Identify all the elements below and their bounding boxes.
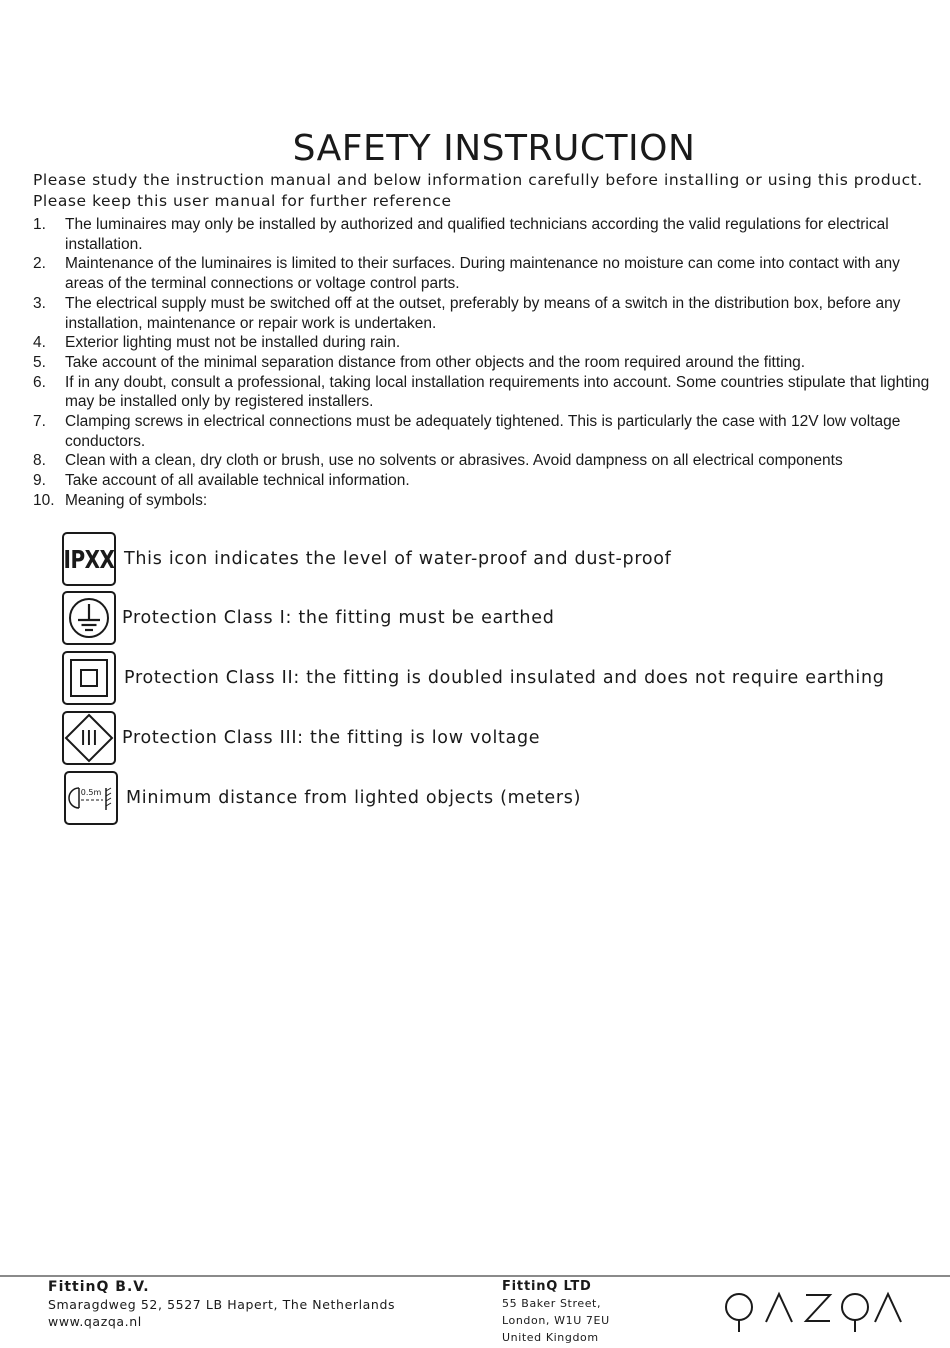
symbol-label: This icon indicates the level of water-proof and dust-proof xyxy=(124,549,672,569)
earth-protection-class-1-icon xyxy=(62,591,116,645)
footer-company-name: FittinQ B.V. xyxy=(48,1279,150,1295)
symbol-row-class-3 xyxy=(62,710,540,766)
qazqa-logo xyxy=(722,1290,904,1339)
intro-text: Please study the instruction manual and below information carefully before installing or using this product. xyxy=(33,171,923,189)
list-item-text: Exterior lighting must not be installed during rain. xyxy=(65,334,401,352)
low-voltage-class-3-icon xyxy=(62,711,116,765)
list-item-text: If in any doubt, consult a professional, taking local installation requirements into account. Some countries stipulate that lighting may be installed only by registered installers. xyxy=(65,373,930,411)
symbol-label: Minimum distance from lighted objects (meters) xyxy=(126,788,582,808)
footer-company-address: Smaragdweg 52, 5527 LB Hapert, The Netherlands xyxy=(48,1297,396,1312)
list-item xyxy=(0,353,930,373)
list-item-text: The luminaires may only be installed by authorized and qualified technicians according the valid regulations for electrical installation. xyxy=(65,216,889,253)
intro-text: Please keep this user manual for further reference xyxy=(33,192,452,210)
list-item-text: The electrical supply must be switched off at the outset, preferably by means of a switch in the distribution box, before any installation, maintenance or repair work is undertaken. xyxy=(65,294,901,332)
footer-company-name: FittinQ LTD xyxy=(502,1279,592,1294)
list-item xyxy=(0,373,930,412)
list-number: 7. xyxy=(33,413,46,431)
symbol-row-class-1 xyxy=(62,590,555,646)
footer-website-link[interactable]: www.qazqa.nl xyxy=(48,1314,142,1329)
symbol-label: Protection Class III: the fitting is low voltage xyxy=(122,728,541,748)
list-item xyxy=(0,471,930,491)
list-item-text: Meaning of symbols: xyxy=(65,491,208,509)
list-item xyxy=(0,254,930,293)
list-number: 5. xyxy=(33,353,46,371)
list-item xyxy=(0,294,930,333)
footer-address-line: United Kingdom xyxy=(502,1331,599,1344)
footer-address-line: London, W1U 7EU xyxy=(502,1314,610,1327)
list-number: 9. xyxy=(33,472,46,490)
list-number: 2. xyxy=(33,255,46,273)
list-number: 3. xyxy=(33,294,46,312)
list-number: 8. xyxy=(33,452,46,470)
list-item-text: Take account of the minimal separation distance from other objects and the room required around the fitting. xyxy=(65,353,806,371)
list-number: 4. xyxy=(33,334,46,352)
ipxx-icon xyxy=(62,532,116,586)
list-item xyxy=(0,451,930,471)
page-title: SAFETY INSTRUCTION xyxy=(292,128,696,169)
symbol-label: Protection Class II: the fitting is doubled insulated and does not require earthing xyxy=(124,668,885,688)
min-distance-icon-text: 0.5m xyxy=(80,788,102,797)
list-item-text: Clamping screws in electrical connections must be adequately tightened. This is particularly the case with 12V low voltage conductors. xyxy=(65,413,901,450)
safety-rules-list xyxy=(0,215,930,511)
list-number: 6. xyxy=(33,373,46,391)
list-item-text: Clean with a clean, dry cloth or brush, use no solvents or abrasives. Avoid dampness on all electrical components xyxy=(65,452,843,470)
list-number: 10. xyxy=(33,491,55,509)
list-item-text: Maintenance of the luminaires is limited to their surfaces. During maintenance no moisture can come into contact with any areas of the terminal connections or voltage control parts. xyxy=(65,255,900,293)
list-item xyxy=(0,215,930,254)
footer-uk-office xyxy=(502,1278,610,1346)
minimum-distance-icon xyxy=(64,771,118,825)
footer-divider xyxy=(0,1275,950,1277)
list-item xyxy=(0,412,930,451)
symbol-row-ipxx xyxy=(62,531,672,587)
list-number: 1. xyxy=(33,216,46,233)
symbol-label: Protection Class I: the fitting must be earthed xyxy=(122,608,555,628)
class-3-icon-text: III xyxy=(80,726,98,750)
symbol-row-min-distance xyxy=(62,770,581,826)
list-item-text: Take account of all available technical information. xyxy=(65,472,410,490)
list-item xyxy=(0,491,930,511)
symbol-row-class-2 xyxy=(62,650,885,706)
list-item xyxy=(0,333,930,353)
ipxx-icon-text: IPXX xyxy=(63,544,115,574)
double-insulation-class-2-icon xyxy=(62,651,116,705)
footer-address-line: 55 Baker Street, xyxy=(502,1297,602,1310)
